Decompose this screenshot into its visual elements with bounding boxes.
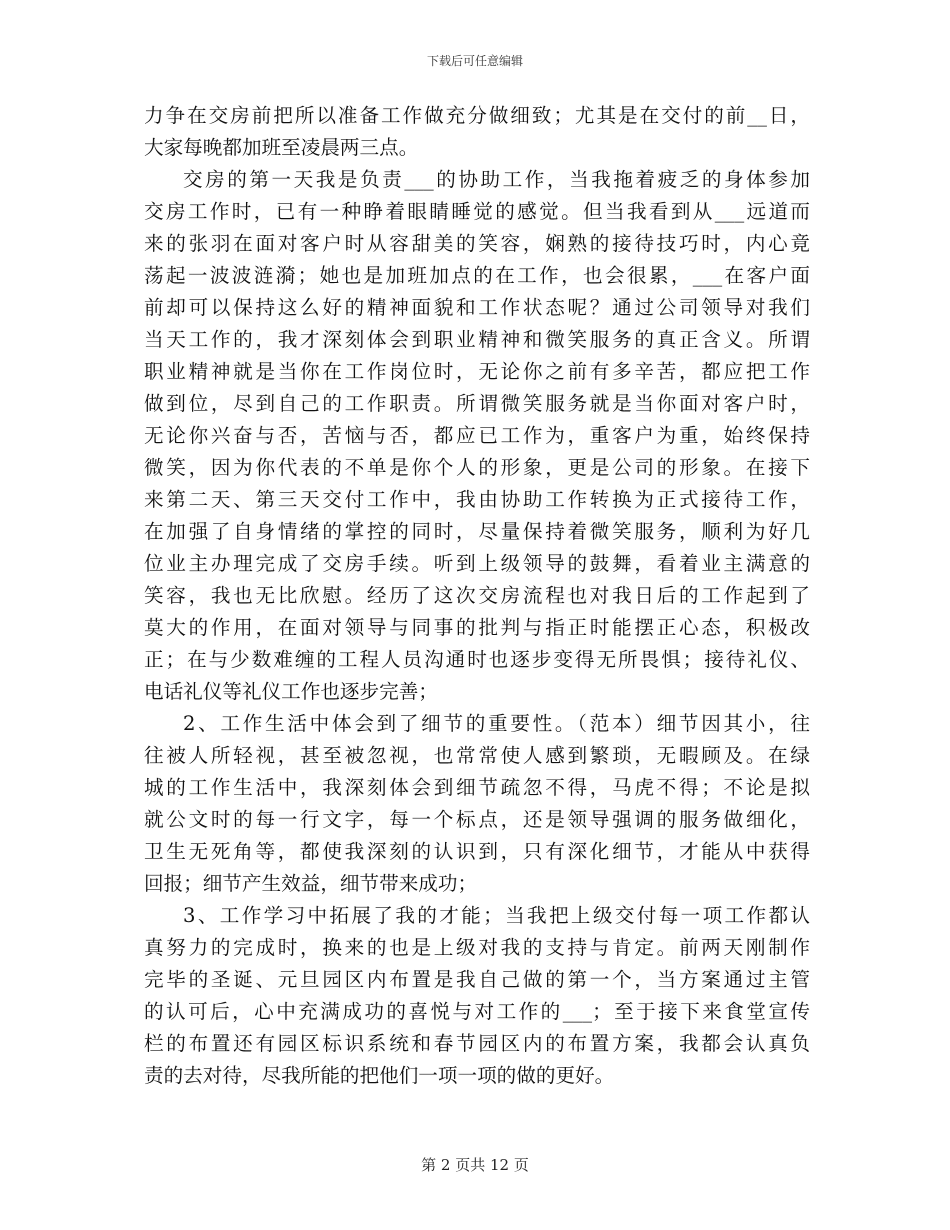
text-line: 真努力的完成时，换来的也是上级对我的支持与肯定。前两天刚制作 — [144, 936, 810, 959]
text-line: 大家每晚都加班至凌晨两三点。 — [144, 136, 419, 159]
paragraph-start-line: 3、工作学习中拓展了我的才能；当我把上级交付每一项工作都认 — [183, 904, 810, 927]
text-line: 笑容，我也无比欣慰。经历了这次交房流程也对我日后的工作起到了 — [144, 584, 810, 607]
text-line: 微笑，因为你代表的不单是你个人的形象，更是公司的形象。在接下 — [144, 456, 810, 479]
text-line: 正；在与少数难缠的工程人员沟通时也逐步变得无所畏惧；接待礼仪、 — [144, 648, 810, 671]
text-line: 来第二天、第三天交付工作中，我由协助工作转换为正式接待工作， — [144, 488, 810, 511]
text-line: 来的张羽在面对客户时从容甜美的笑容，娴熟的接待技巧时，内心竟 — [144, 232, 810, 255]
text-line: 栏的布置还有园区标识系统和春节园区内的布置方案，我都会认真负 — [144, 1032, 810, 1055]
text-line: 莫大的作用，在面对领导与同事的批判与指正时能摆正心态，积极改 — [144, 616, 810, 639]
text-line: 力争在交房前把所以准备工作做充分做细致；尤其是在交付的前__日， — [144, 104, 810, 127]
page-footer: 第 2 页共 12 页 — [421, 1156, 529, 1174]
text-line: 交房工作时，已有一种睁着眼睛睡觉的感觉。但当我看到从___远道而 — [144, 200, 810, 223]
text-line: 回报；细节产生效益，细节带来成功； — [144, 872, 478, 895]
text-line: 往被人所轻视，甚至被忽视，也常常使人感到繁琐，无暇顾及。在绿 — [144, 744, 810, 767]
text-line: 城的工作生活中，我深刻体会到细节疏忽不得，马虎不得；不论是拟 — [144, 776, 810, 799]
text-line: 当天工作的，我才深刻体会到职业精神和微笑服务的真正含义。所谓 — [144, 328, 810, 351]
text-line: 的认可后，心中充满成功的喜悦与对工作的___；至于接下来食堂宣传 — [144, 1000, 810, 1023]
text-line: 做到位，尽到自己的工作职责。所谓微笑服务就是当你面对客户时， — [144, 392, 810, 415]
text-line: 责的去对待，尽我所能的把他们一项一项的做的更好。 — [144, 1064, 615, 1087]
text-line: 荡起一波波涟漪；她也是加班加点的在工作，也会很累，___在客户面 — [144, 264, 810, 287]
text-line: 完毕的圣诞、元旦园区内布置是我自己做的第一个，当方案通过主管 — [144, 968, 810, 991]
text-line: 职业精神就是当你在工作岗位时，无论你之前有多辛苦，都应把工作 — [144, 360, 810, 383]
paragraph-start-line: 2、工作生活中体会到了细节的重要性。（范本）细节因其小，往 — [183, 712, 810, 735]
text-line: 在加强了自身情绪的掌控的同时，尽量保持着微笑服务，顺利为好几 — [144, 520, 810, 543]
paragraph-start-line: 交房的第一天我是负责___的协助工作，当我拖着疲乏的身体参加 — [183, 168, 810, 191]
text-line: 卫生无死角等，都使我深刻的认识到，只有深化细节，才能从中获得 — [144, 840, 810, 863]
text-line: 无论你兴奋与否，苦恼与否，都应已工作为，重客户为重，始终保持 — [144, 424, 810, 447]
text-line: 位业主办理完成了交房手续。听到上级领导的鼓舞，看着业主满意的 — [144, 552, 810, 575]
text-line: 前却可以保持这么好的精神面貌和工作状态呢？通过公司领导对我们 — [144, 296, 810, 319]
text-line: 电话礼仪等礼仪工作也逐步完善； — [144, 680, 438, 703]
document-body — [144, 100, 810, 1092]
page-header: 下载后可任意编辑 — [426, 54, 523, 68]
text-line: 就公文时的每一行文字，每一个标点，还是领导强调的服务做细化， — [144, 808, 810, 831]
